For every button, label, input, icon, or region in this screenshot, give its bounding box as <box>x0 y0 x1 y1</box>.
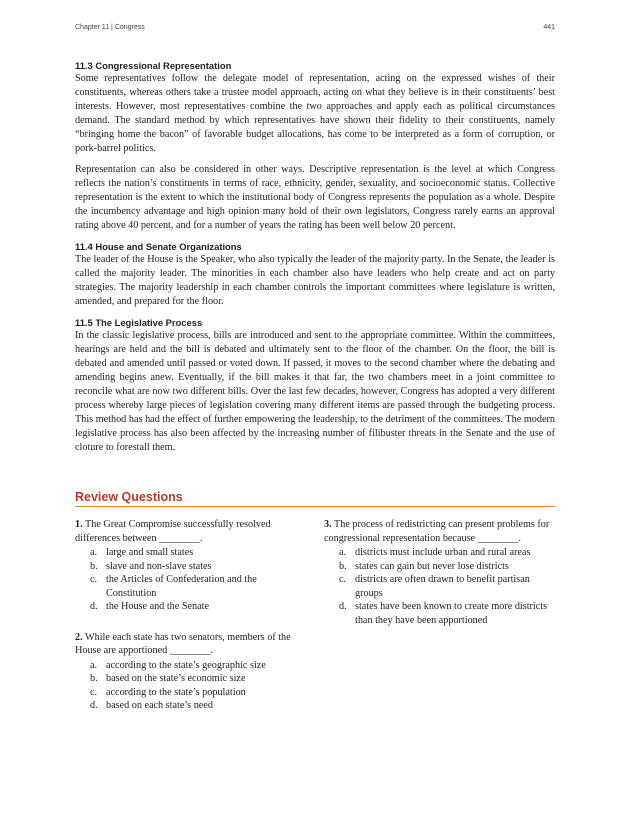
answer-options <box>75 659 307 713</box>
option-letter: c. <box>90 574 98 585</box>
left-column <box>75 518 307 730</box>
answer-option <box>75 546 307 560</box>
answer-options <box>324 546 556 627</box>
question-text: The Great Compromise successfully resolved differences between ________. <box>75 519 271 544</box>
chapter-label: Chapter 11 | Congress <box>75 24 145 31</box>
option-text: according to the state’s population <box>106 686 246 698</box>
page-number: 441 <box>543 24 555 31</box>
option-letter: c. <box>339 574 347 585</box>
section-congressional-representation <box>75 59 555 233</box>
section-legislative-process <box>75 316 555 455</box>
answer-option <box>324 573 556 600</box>
option-letter: d. <box>339 601 347 612</box>
option-letter: b. <box>339 560 347 572</box>
option-text: large and small states <box>106 547 194 558</box>
review-questions <box>75 490 555 711</box>
summary-content <box>75 59 555 455</box>
option-text: based on the state’s economic size <box>106 673 246 684</box>
answer-option <box>324 600 556 627</box>
question-number: 1. <box>75 519 83 530</box>
question-stem <box>75 631 307 658</box>
option-letter: b. <box>90 673 98 684</box>
option-letter: a. <box>90 547 98 558</box>
paragraph: Representation can also be considered in other ways. Descriptive representation is the level at which Congress reflects the nation’s constituents in terms of race, ethnicity, gender, sexuality, and socioeconomic status. Collective representation is the extent to which the institutional body of Congress represents the population as a whole. Despite the incumbency advantage and high opinion many hold of their own legislators, Congress rarely earns an approval rating above 40 percent, and for a number of years the rating has been well below 20 percent. <box>75 164 555 231</box>
answer-options <box>75 546 307 614</box>
answer-option <box>75 573 307 600</box>
option-letter: a. <box>90 659 98 671</box>
review-title: Review Questions <box>75 490 555 507</box>
paragraph: In the classic legislative process, bills are introduced and sent to the appropriate committee. Within the committees, hearings are held and the bill is debated and ultimately sent to the floor of the chamber. On the floor, the bill is debated and amended until passed or voted down. If passed, it moves to the second chamber where the debating and amending begins anew. Eventually, if the bill makes it that far, the two chambers meet in a joint committee to reconcile what are now two different bills. Over the last few decades, however, Congress has adopted a very different process whereby large pieces of legislation covering many different items are passed through the budgeting process. This method has had the effect of further empowering the leadership, to the detriment of the committees. The modern legislative process has also been affected by the increasing number of filibuster threats in the Senate and the use of cloture to forestall them. <box>75 330 555 453</box>
answer-option <box>75 672 307 686</box>
question-1 <box>75 518 307 614</box>
option-text: based on each state’s need <box>106 700 213 711</box>
question-number: 2. <box>75 631 83 643</box>
right-column <box>324 518 556 644</box>
option-text: states can gain but never lose districts <box>355 560 509 572</box>
answer-option <box>75 686 307 700</box>
answer-option <box>75 659 307 673</box>
option-text: the House and the Senate <box>106 601 209 612</box>
option-letter: d. <box>90 601 98 612</box>
section-title: 11.5 The Legislative Process <box>75 317 203 328</box>
option-letter: c. <box>90 686 98 698</box>
option-text: states have been known to create more districts than they have been apportioned <box>355 601 548 626</box>
option-text: districts must include urban and rural areas <box>355 547 531 558</box>
option-letter: b. <box>90 560 98 572</box>
question-number: 3. <box>324 519 332 530</box>
question-2 <box>75 631 307 713</box>
answer-option <box>75 600 307 614</box>
paragraph: The leader of the House is the Speaker, who also typically the leader of the majority party. In the Senate, the leader is called the majority leader. The minorities in each chamber also have leaders who help create and act on party strategies. The majority leadership in each chamber controls the important committees where legislature is written, amended, and prepared for the floor. <box>75 254 555 307</box>
section-title: 11.3 Congressional Representation <box>75 60 232 71</box>
option-letter: d. <box>90 700 98 711</box>
question-text: While each state has two senators, members of the House are apportioned ________. <box>75 631 291 656</box>
option-text: according to the state’s geographic size <box>106 659 266 671</box>
answer-option <box>75 560 307 574</box>
question-stem <box>324 518 556 545</box>
answer-option <box>75 699 307 713</box>
section-house-senate-organizations <box>75 240 555 309</box>
option-text: slave and non-slave states <box>106 560 212 572</box>
question-text: The process of redistricting can present problems for congressional representation because ________. <box>324 519 550 544</box>
paragraph: Some representatives follow the delegate model of representation, acting on the expressed wishes of their constituents, whereas others take a trustee model approach, acting on what they believe is in their constituents’ best interests. However, most representatives combine the two approaches and apply each as political circumstances demand. The standard method by which representatives have shown their fidelity to their constituents, namely “bringing home the bacon” of favorable budget allocations, has come to be interpreted as a form of corruption, or pork-barrel politics. <box>75 73 555 154</box>
question-stem <box>75 518 307 545</box>
option-text: districts are often drawn to benefit partisan groups <box>355 574 530 599</box>
answer-option <box>324 546 556 560</box>
option-letter: a. <box>339 547 347 558</box>
option-text: the Articles of Confederation and the Constitution <box>106 574 257 599</box>
section-title: 11.4 House and Senate Organizations <box>75 241 242 252</box>
question-3 <box>324 518 556 627</box>
answer-option <box>324 560 556 574</box>
